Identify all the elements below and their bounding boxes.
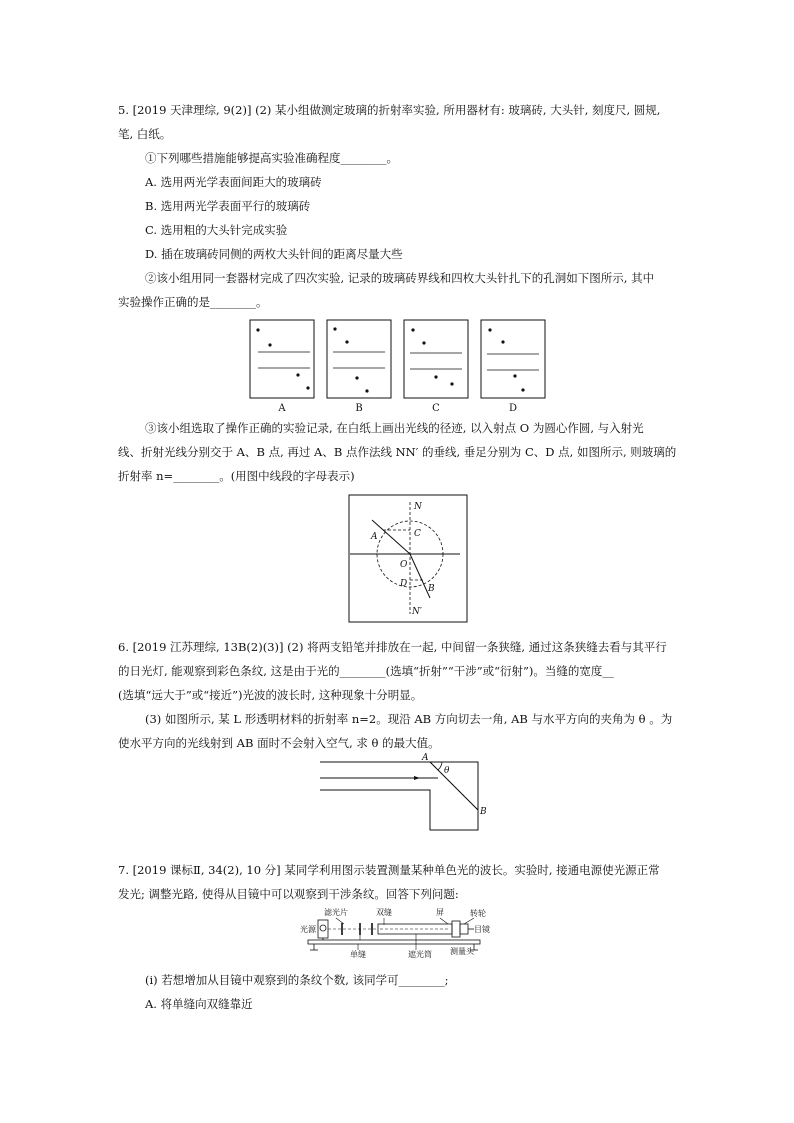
q6-sub3-line2: 使水平方向的光线射到 AB 面时不会射入空气, 求 θ 的最大值。: [118, 736, 440, 750]
label-filter: 滤光片: [324, 908, 348, 917]
q7-option-a: A. 将单缝向双缝靠近: [145, 997, 253, 1011]
q5-sub2-line2: 实验操作正确的是________。: [118, 295, 268, 309]
label-double-slit: 双缝: [376, 908, 392, 917]
q7-double-slit-apparatus-figure: [298, 906, 498, 964]
q5-option-c: C. 选用粗的大头针完成实验: [145, 223, 288, 237]
q5-option-a: A. 选用两光学表面间距大的玻璃砖: [145, 175, 322, 189]
q5-stem-line1: 5. [2019 天津理综, 9(2)] (2) 某小组做测定玻璃的折射率实验, 所用器材有: 玻璃砖, 大头针, 刻度尺, 圆规,: [118, 103, 661, 117]
q6-l-shape-figure: [318, 752, 496, 832]
label-source: 光源: [300, 925, 316, 934]
label-screen: 屏: [436, 908, 444, 917]
label-a: A: [371, 532, 378, 542]
q6-sub3-line1: (3) 如图所示, 某 L 形透明材料的折射率 n=2。现沿 AB 方向切去一角, AB 与水平方向的夹角为 θ 。为: [145, 712, 673, 726]
q6-stem-line1: 6. [2019 江苏理综, 13B(2)(3)] (2) 将两支铅笔并排放在一起, 中间留一条狭缝, 通过这条狭缝去看与其平行: [118, 640, 667, 654]
q6-stem-line2: 的日光灯, 能观察到彩色条纹, 这是由于光的________(选填“折射”“干涉”或“衍射”)。当缝的宽度__: [118, 664, 614, 678]
label-n-prime: N′: [412, 607, 422, 617]
q7-stem-line2: 发光; 调整光路, 使得从目镜中可以观察到干涉条纹。回答下列问题:: [118, 887, 459, 901]
label-d: D: [400, 579, 408, 589]
panel-label-b: B: [355, 403, 363, 414]
label-n: N: [414, 502, 422, 512]
q6-stem-line3: (选填“远大于”或“接近”)光波的波长时, 这种现象十分明显。: [118, 688, 423, 702]
q5-option-d: D. 插在玻璃砖同侧的两枚大头针间的距离尽量大些: [145, 247, 403, 261]
q5-four-panels-figure: [248, 318, 548, 414]
panel-c: [404, 320, 468, 414]
label-o: O: [400, 560, 408, 570]
q5-sub3-line1: ③该小组选取了操作正确的实验记录, 在白纸上画出光线的径迹, 以入射点 O 为圆心作圆, 与入射光: [145, 421, 644, 435]
label-eyepiece: 目镜: [474, 925, 490, 934]
label-single-slit: 单缝: [350, 950, 366, 959]
label-head: 测量头: [450, 947, 474, 956]
label-wheel: 转轮: [470, 909, 486, 918]
label-theta: θ: [444, 766, 450, 776]
panel-label-a: A: [278, 403, 286, 414]
label-b: B: [480, 807, 487, 817]
panel-label-d: D: [508, 403, 518, 414]
q5-option-b: B. 选用两光学表面平行的玻璃砖: [145, 199, 311, 213]
q5-stem-line2: 笔, 白纸。: [118, 127, 172, 141]
q7-sub1: (ⅰ) 若想增加从目镜中观察到的条纹个数, 该同学可________;: [145, 973, 449, 987]
label-b: B: [428, 584, 435, 594]
q5-sub1: ①下列哪些措施能够提高实验准确程度________。: [145, 151, 398, 165]
panel-b: [327, 320, 391, 414]
q5-sub3-line2: 线、折射光线分别交于 A、B 点, 再过 A、B 点作法线 NN′ 的垂线, 垂足分别为 C、D 点, 如图所示, 则玻璃的: [118, 445, 677, 459]
panel-label-c: C: [432, 403, 440, 414]
q5-sub2-line1: ②该小组用同一套器材完成了四次实验, 记录的玻璃砖界线和四枚大头针扎下的孔洞如下图所示, 其中: [145, 271, 655, 285]
q5-refraction-circle-figure: [348, 494, 468, 624]
panel-a: [250, 320, 314, 414]
label-c: C: [414, 529, 421, 539]
panel-d: [481, 320, 545, 414]
q5-sub3-line3: 折射率 n=________。(用图中线段的字母表示): [118, 469, 355, 483]
label-tube: 遮光筒: [408, 950, 432, 959]
q7-stem-line1: 7. [2019 课标Ⅱ, 34(2), 10 分] 某同学利用图示装置测量某种单色光的波长。实验时, 接通电源使光源正常: [118, 863, 660, 877]
label-a: A: [422, 753, 429, 763]
